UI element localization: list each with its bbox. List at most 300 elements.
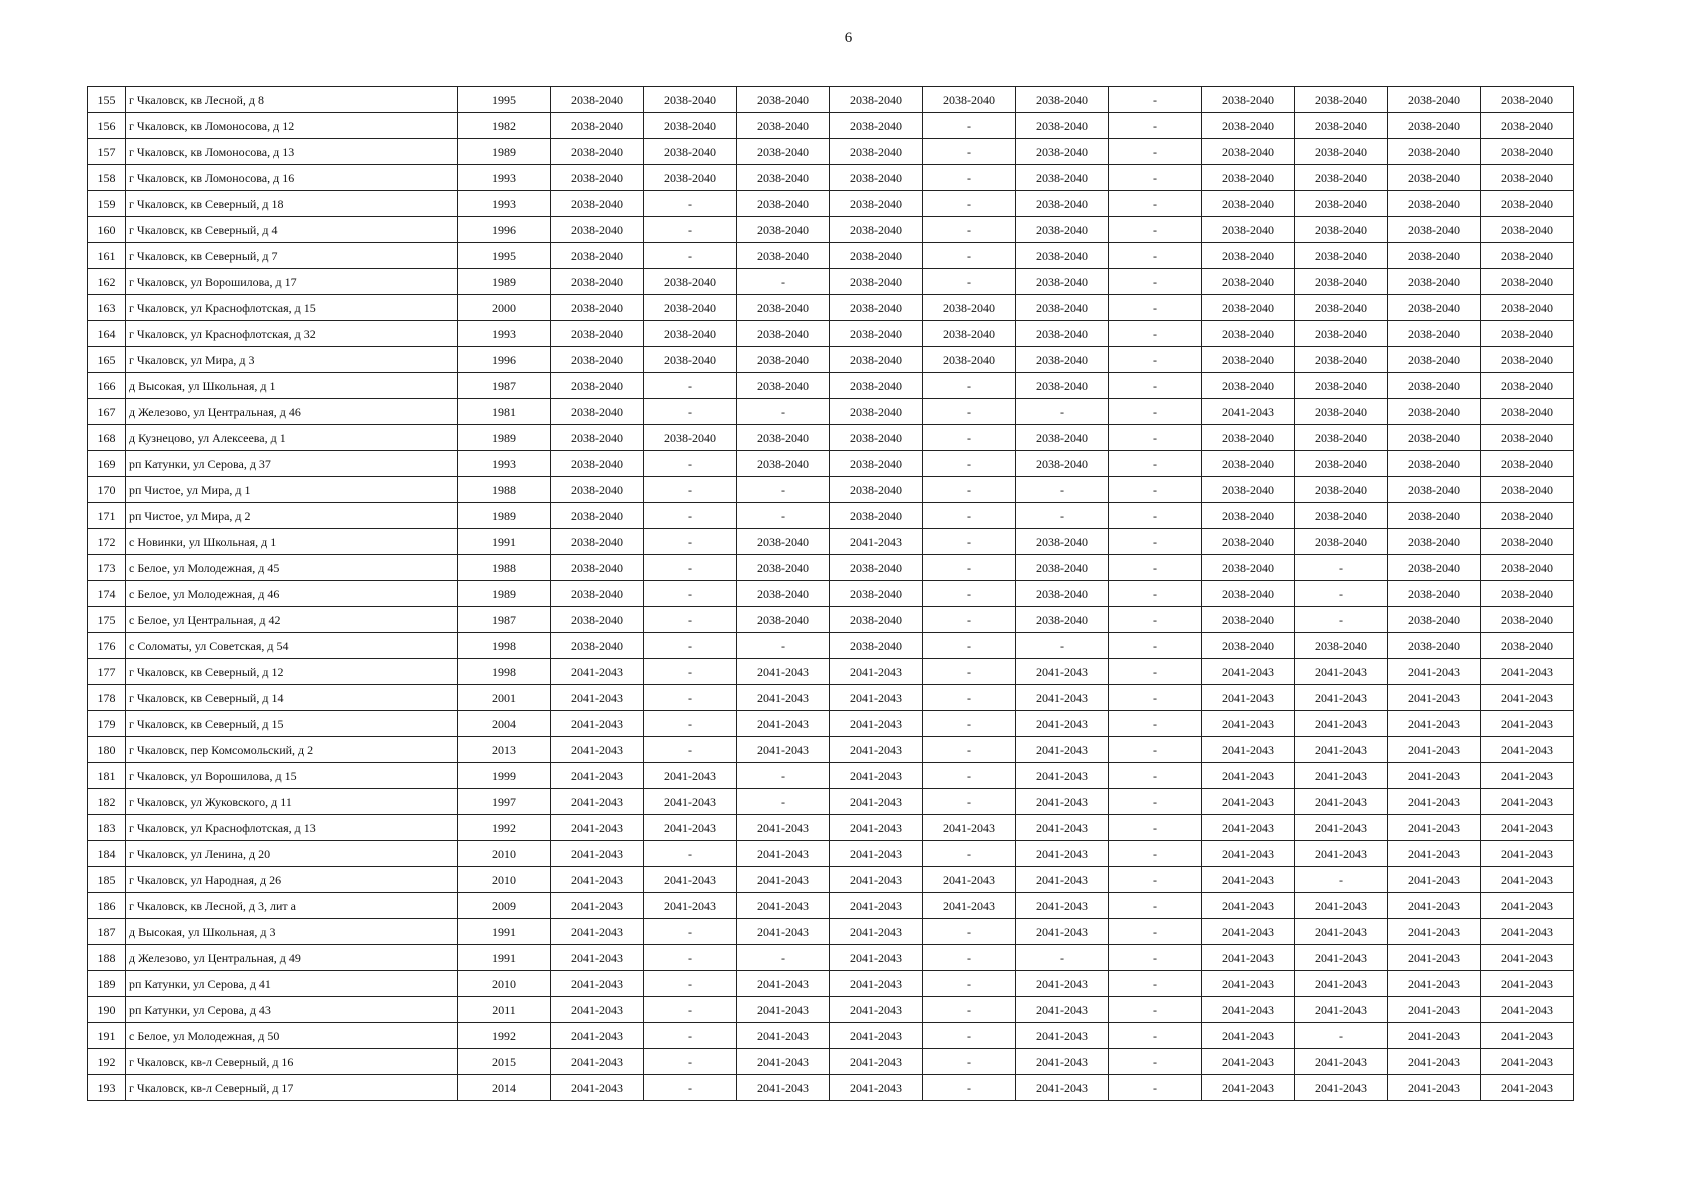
cell-period-col-1: 2041-2043 — [551, 737, 644, 763]
cell-period-col-8: 2041-2043 — [1202, 997, 1295, 1023]
cell-period-col-2: - — [644, 555, 737, 581]
cell-period-col-11: 2041-2043 — [1481, 1075, 1574, 1101]
cell-period-col-11: 2041-2043 — [1481, 867, 1574, 893]
cell-period-col-1: 2038-2040 — [551, 555, 644, 581]
cell-period-col-1: 2041-2043 — [551, 1023, 644, 1049]
cell-period-col-7: - — [1109, 165, 1202, 191]
cell-period-col-5: - — [923, 841, 1016, 867]
cell-period-col-8: 2038-2040 — [1202, 191, 1295, 217]
table-row — [88, 451, 1574, 477]
cell-period-col-3: 2041-2043 — [737, 685, 830, 711]
cell-period-col-10: 2041-2043 — [1388, 971, 1481, 997]
table-row — [88, 789, 1574, 815]
table-row — [88, 1075, 1574, 1101]
cell-period-col-1: 2038-2040 — [551, 633, 644, 659]
cell-row-number: 157 — [88, 139, 126, 165]
cell-period-col-11: 2038-2040 — [1481, 607, 1574, 633]
cell-period-col-6: 2041-2043 — [1016, 659, 1109, 685]
cell-period-col-2: - — [644, 633, 737, 659]
cell-period-col-3: - — [737, 763, 830, 789]
table-row — [88, 399, 1574, 425]
cell-period-col-4: 2038-2040 — [830, 373, 923, 399]
cell-period-col-11: 2041-2043 — [1481, 893, 1574, 919]
cell-period-col-2: 2038-2040 — [644, 269, 737, 295]
cell-period-col-3: - — [737, 945, 830, 971]
cell-period-col-8: 2041-2043 — [1202, 1023, 1295, 1049]
cell-period-col-1: 2038-2040 — [551, 347, 644, 373]
cell-period-col-1: 2041-2043 — [551, 971, 644, 997]
cell-period-col-5: - — [923, 633, 1016, 659]
cell-address: рп Катунки, ул Серова, д 41 — [126, 971, 458, 997]
cell-row-number: 192 — [88, 1049, 126, 1075]
cell-period-col-8: 2038-2040 — [1202, 269, 1295, 295]
cell-address: г Чкаловск, ул Краснофлотская, д 32 — [126, 321, 458, 347]
cell-period-col-10: 2041-2043 — [1388, 737, 1481, 763]
cell-period-col-9: 2038-2040 — [1295, 425, 1388, 451]
cell-period-col-3: 2041-2043 — [737, 997, 830, 1023]
cell-address: г Чкаловск, ул Краснофлотская, д 15 — [126, 295, 458, 321]
cell-period-col-4: 2041-2043 — [830, 737, 923, 763]
cell-period-col-3: 2041-2043 — [737, 893, 830, 919]
cell-period-col-4: 2038-2040 — [830, 425, 923, 451]
cell-period-col-7: - — [1109, 529, 1202, 555]
table-row — [88, 165, 1574, 191]
cell-period-col-11: 2038-2040 — [1481, 217, 1574, 243]
cell-period-col-7: - — [1109, 815, 1202, 841]
cell-period-col-9: 2038-2040 — [1295, 529, 1388, 555]
cell-period-col-2: 2041-2043 — [644, 815, 737, 841]
cell-period-col-8: 2038-2040 — [1202, 503, 1295, 529]
cell-period-col-7: - — [1109, 945, 1202, 971]
cell-period-col-6: 2038-2040 — [1016, 529, 1109, 555]
cell-row-number: 191 — [88, 1023, 126, 1049]
cell-period-col-2: - — [644, 373, 737, 399]
cell-period-col-3: 2038-2040 — [737, 87, 830, 113]
cell-period-col-7: - — [1109, 295, 1202, 321]
cell-period-col-11: 2041-2043 — [1481, 1049, 1574, 1075]
cell-period-col-1: 2038-2040 — [551, 269, 644, 295]
cell-address: г Чкаловск, ул Краснофлотская, д 13 — [126, 815, 458, 841]
cell-period-col-10: 2038-2040 — [1388, 555, 1481, 581]
cell-address: д Высокая, ул Школьная, д 3 — [126, 919, 458, 945]
cell-year-built: 1999 — [458, 763, 551, 789]
cell-period-col-8: 2041-2043 — [1202, 685, 1295, 711]
table-row — [88, 659, 1574, 685]
cell-period-col-4: 2038-2040 — [830, 243, 923, 269]
cell-period-col-7: - — [1109, 217, 1202, 243]
page-number: 6 — [844, 30, 853, 46]
cell-period-col-8: 2038-2040 — [1202, 321, 1295, 347]
cell-period-col-4: 2041-2043 — [830, 867, 923, 893]
cell-period-col-1: 2038-2040 — [551, 217, 644, 243]
cell-period-col-4: 2038-2040 — [830, 477, 923, 503]
cell-period-col-4: 2041-2043 — [830, 529, 923, 555]
cell-year-built: 1996 — [458, 347, 551, 373]
cell-period-col-5: - — [923, 503, 1016, 529]
cell-row-number: 162 — [88, 269, 126, 295]
cell-period-col-5: - — [923, 971, 1016, 997]
cell-period-col-1: 2041-2043 — [551, 789, 644, 815]
cell-period-col-10: 2038-2040 — [1388, 269, 1481, 295]
table-row — [88, 685, 1574, 711]
cell-period-col-3: - — [737, 477, 830, 503]
cell-period-col-4: 2041-2043 — [830, 815, 923, 841]
cell-address: г Чкаловск, кв Северный, д 15 — [126, 711, 458, 737]
cell-period-col-8: 2038-2040 — [1202, 451, 1295, 477]
cell-address: рп Катунки, ул Серова, д 37 — [126, 451, 458, 477]
table-row — [88, 737, 1574, 763]
cell-year-built: 2014 — [458, 1075, 551, 1101]
cell-period-col-2: 2038-2040 — [644, 87, 737, 113]
cell-period-col-4: 2038-2040 — [830, 607, 923, 633]
cell-period-col-5: - — [923, 139, 1016, 165]
cell-row-number: 193 — [88, 1075, 126, 1101]
cell-row-number: 164 — [88, 321, 126, 347]
cell-period-col-8: 2038-2040 — [1202, 555, 1295, 581]
cell-period-col-5: - — [923, 1049, 1016, 1075]
cell-period-col-9: 2041-2043 — [1295, 971, 1388, 997]
table-row — [88, 425, 1574, 451]
cell-period-col-4: 2041-2043 — [830, 919, 923, 945]
cell-address: с Новинки, ул Школьная, д 1 — [126, 529, 458, 555]
cell-period-col-11: 2038-2040 — [1481, 347, 1574, 373]
cell-address: г Чкаловск, кв Ломоносова, д 12 — [126, 113, 458, 139]
data-table — [87, 86, 1574, 1101]
cell-period-col-11: 2038-2040 — [1481, 477, 1574, 503]
cell-row-number: 167 — [88, 399, 126, 425]
cell-year-built: 1993 — [458, 321, 551, 347]
cell-period-col-9: 2041-2043 — [1295, 945, 1388, 971]
cell-row-number: 160 — [88, 217, 126, 243]
cell-period-col-11: 2038-2040 — [1481, 373, 1574, 399]
cell-period-col-2: - — [644, 529, 737, 555]
cell-period-col-3: 2038-2040 — [737, 191, 830, 217]
cell-year-built: 1992 — [458, 1023, 551, 1049]
cell-period-col-2: - — [644, 841, 737, 867]
cell-year-built: 1989 — [458, 425, 551, 451]
cell-period-col-4: 2041-2043 — [830, 763, 923, 789]
cell-address: с Соломаты, ул Советская, д 54 — [126, 633, 458, 659]
cell-year-built: 1987 — [458, 373, 551, 399]
cell-row-number: 189 — [88, 971, 126, 997]
cell-row-number: 165 — [88, 347, 126, 373]
cell-period-col-3: 2041-2043 — [737, 659, 830, 685]
cell-period-col-10: 2041-2043 — [1388, 893, 1481, 919]
cell-row-number: 182 — [88, 789, 126, 815]
table-row — [88, 945, 1574, 971]
cell-period-col-1: 2038-2040 — [551, 399, 644, 425]
cell-period-col-6: 2038-2040 — [1016, 243, 1109, 269]
cell-period-col-4: 2041-2043 — [830, 1023, 923, 1049]
cell-period-col-6: 2038-2040 — [1016, 269, 1109, 295]
cell-period-col-9: - — [1295, 581, 1388, 607]
table-row — [88, 139, 1574, 165]
cell-period-col-7: - — [1109, 399, 1202, 425]
cell-period-col-7: - — [1109, 841, 1202, 867]
cell-period-col-2: - — [644, 503, 737, 529]
cell-period-col-9: 2038-2040 — [1295, 503, 1388, 529]
cell-period-col-11: 2041-2043 — [1481, 841, 1574, 867]
cell-period-col-5: - — [923, 789, 1016, 815]
cell-period-col-8: 2041-2043 — [1202, 763, 1295, 789]
cell-period-col-4: 2038-2040 — [830, 451, 923, 477]
cell-address: с Белое, ул Молодежная, д 45 — [126, 555, 458, 581]
cell-year-built: 1989 — [458, 581, 551, 607]
cell-period-col-5: - — [923, 165, 1016, 191]
cell-address: д Железово, ул Центральная, д 46 — [126, 399, 458, 425]
cell-period-col-2: - — [644, 997, 737, 1023]
cell-period-col-10: 2038-2040 — [1388, 165, 1481, 191]
cell-period-col-6: 2041-2043 — [1016, 867, 1109, 893]
cell-period-col-6: 2038-2040 — [1016, 581, 1109, 607]
cell-period-col-6: 2041-2043 — [1016, 737, 1109, 763]
cell-year-built: 2001 — [458, 685, 551, 711]
cell-address: г Чкаловск, ул Ворошилова, д 17 — [126, 269, 458, 295]
cell-period-col-11: 2041-2043 — [1481, 971, 1574, 997]
table-row — [88, 841, 1574, 867]
cell-period-col-2: - — [644, 659, 737, 685]
cell-period-col-2: - — [644, 581, 737, 607]
cell-period-col-8: 2041-2043 — [1202, 711, 1295, 737]
cell-address: г Чкаловск, ул Ленина, д 20 — [126, 841, 458, 867]
cell-period-col-11: 2038-2040 — [1481, 269, 1574, 295]
cell-period-col-4: 2041-2043 — [830, 893, 923, 919]
cell-period-col-2: - — [644, 1049, 737, 1075]
cell-period-col-5: - — [923, 997, 1016, 1023]
cell-period-col-6: 2041-2043 — [1016, 1049, 1109, 1075]
cell-period-col-10: 2038-2040 — [1388, 321, 1481, 347]
cell-period-col-10: 2041-2043 — [1388, 711, 1481, 737]
cell-period-col-9: 2038-2040 — [1295, 165, 1388, 191]
cell-period-col-1: 2038-2040 — [551, 451, 644, 477]
cell-address: рп Чистое, ул Мира, д 1 — [126, 477, 458, 503]
cell-address: д Кузнецово, ул Алексеева, д 1 — [126, 425, 458, 451]
cell-year-built: 2015 — [458, 1049, 551, 1075]
cell-period-col-6: 2041-2043 — [1016, 841, 1109, 867]
cell-address: г Чкаловск, пер Комсомольский, д 2 — [126, 737, 458, 763]
table-row — [88, 893, 1574, 919]
table-row — [88, 87, 1574, 113]
cell-period-col-1: 2038-2040 — [551, 321, 644, 347]
cell-year-built: 1992 — [458, 815, 551, 841]
cell-period-col-10: 2038-2040 — [1388, 607, 1481, 633]
cell-period-col-5: 2038-2040 — [923, 347, 1016, 373]
cell-period-col-8: 2041-2043 — [1202, 737, 1295, 763]
cell-period-col-7: - — [1109, 867, 1202, 893]
table-row — [88, 711, 1574, 737]
cell-period-col-6: 2038-2040 — [1016, 295, 1109, 321]
cell-period-col-4: 2041-2043 — [830, 1075, 923, 1101]
cell-period-col-3: 2038-2040 — [737, 425, 830, 451]
table-row — [88, 867, 1574, 893]
cell-address: г Чкаловск, кв-л Северный, д 17 — [126, 1075, 458, 1101]
cell-row-number: 184 — [88, 841, 126, 867]
cell-period-col-10: 2038-2040 — [1388, 633, 1481, 659]
cell-period-col-2: 2038-2040 — [644, 139, 737, 165]
cell-period-col-5: - — [923, 763, 1016, 789]
cell-period-col-10: 2038-2040 — [1388, 425, 1481, 451]
cell-period-col-6: 2038-2040 — [1016, 191, 1109, 217]
cell-period-col-10: 2038-2040 — [1388, 139, 1481, 165]
cell-year-built: 1995 — [458, 87, 551, 113]
cell-period-col-7: - — [1109, 1023, 1202, 1049]
cell-year-built: 1981 — [458, 399, 551, 425]
cell-period-col-6: - — [1016, 477, 1109, 503]
cell-period-col-4: 2038-2040 — [830, 581, 923, 607]
cell-period-col-3: 2041-2043 — [737, 1023, 830, 1049]
cell-period-col-6: 2038-2040 — [1016, 165, 1109, 191]
cell-row-number: 174 — [88, 581, 126, 607]
cell-period-col-10: 2041-2043 — [1388, 997, 1481, 1023]
cell-period-col-5: - — [923, 659, 1016, 685]
cell-period-col-5: - — [923, 1075, 1016, 1101]
cell-period-col-4: 2041-2043 — [830, 659, 923, 685]
cell-period-col-1: 2038-2040 — [551, 295, 644, 321]
cell-period-col-6: 2038-2040 — [1016, 555, 1109, 581]
cell-period-col-10: 2041-2043 — [1388, 815, 1481, 841]
cell-period-col-5: - — [923, 243, 1016, 269]
cell-period-col-8: 2038-2040 — [1202, 243, 1295, 269]
cell-period-col-9: 2041-2043 — [1295, 1075, 1388, 1101]
cell-period-col-9: 2038-2040 — [1295, 191, 1388, 217]
table-row — [88, 217, 1574, 243]
cell-year-built: 2011 — [458, 997, 551, 1023]
cell-period-col-10: 2041-2043 — [1388, 945, 1481, 971]
cell-period-col-7: - — [1109, 503, 1202, 529]
cell-period-col-9: 2038-2040 — [1295, 347, 1388, 373]
cell-row-number: 155 — [88, 87, 126, 113]
cell-period-col-2: - — [644, 191, 737, 217]
cell-row-number: 179 — [88, 711, 126, 737]
cell-period-col-9: 2041-2043 — [1295, 737, 1388, 763]
cell-period-col-9: 2038-2040 — [1295, 243, 1388, 269]
cell-period-col-9: - — [1295, 607, 1388, 633]
cell-period-col-1: 2038-2040 — [551, 607, 644, 633]
cell-period-col-4: 2038-2040 — [830, 399, 923, 425]
cell-period-col-9: - — [1295, 867, 1388, 893]
cell-period-col-1: 2038-2040 — [551, 529, 644, 555]
cell-period-col-1: 2041-2043 — [551, 997, 644, 1023]
cell-period-col-4: 2038-2040 — [830, 633, 923, 659]
cell-period-col-10: 2038-2040 — [1388, 477, 1481, 503]
cell-period-col-6: - — [1016, 399, 1109, 425]
cell-period-col-5: - — [923, 269, 1016, 295]
cell-year-built: 2004 — [458, 711, 551, 737]
cell-period-col-8: 2041-2043 — [1202, 841, 1295, 867]
table-row — [88, 997, 1574, 1023]
cell-period-col-8: 2038-2040 — [1202, 217, 1295, 243]
cell-period-col-6: 2041-2043 — [1016, 815, 1109, 841]
cell-period-col-3: 2041-2043 — [737, 867, 830, 893]
cell-period-col-7: - — [1109, 633, 1202, 659]
cell-period-col-8: 2038-2040 — [1202, 347, 1295, 373]
cell-period-col-8: 2041-2043 — [1202, 971, 1295, 997]
cell-period-col-6: 2041-2043 — [1016, 1075, 1109, 1101]
cell-period-col-7: - — [1109, 737, 1202, 763]
cell-period-col-7: - — [1109, 113, 1202, 139]
cell-period-col-2: - — [644, 1075, 737, 1101]
cell-period-col-5: - — [923, 113, 1016, 139]
cell-period-col-5: - — [923, 1023, 1016, 1049]
cell-period-col-5: - — [923, 711, 1016, 737]
cell-period-col-2: 2038-2040 — [644, 425, 737, 451]
cell-period-col-9: 2041-2043 — [1295, 763, 1388, 789]
cell-period-col-7: - — [1109, 919, 1202, 945]
table-row — [88, 555, 1574, 581]
cell-period-col-7: - — [1109, 971, 1202, 997]
cell-row-number: 178 — [88, 685, 126, 711]
cell-period-col-10: 2038-2040 — [1388, 191, 1481, 217]
cell-period-col-11: 2038-2040 — [1481, 191, 1574, 217]
cell-year-built: 1989 — [458, 139, 551, 165]
cell-period-col-6: 2038-2040 — [1016, 607, 1109, 633]
cell-address: г Чкаловск, ул Народная, д 26 — [126, 867, 458, 893]
cell-period-col-8: 2041-2043 — [1202, 1049, 1295, 1075]
cell-period-col-3: 2041-2043 — [737, 1049, 830, 1075]
cell-period-col-10: 2041-2043 — [1388, 1075, 1481, 1101]
cell-period-col-4: 2038-2040 — [830, 217, 923, 243]
table-row — [88, 321, 1574, 347]
cell-row-number: 177 — [88, 659, 126, 685]
cell-period-col-7: - — [1109, 321, 1202, 347]
cell-period-col-5: - — [923, 919, 1016, 945]
cell-period-col-6: 2041-2043 — [1016, 893, 1109, 919]
cell-period-col-9: 2038-2040 — [1295, 295, 1388, 321]
table-row — [88, 373, 1574, 399]
cell-period-col-1: 2041-2043 — [551, 685, 644, 711]
cell-period-col-5: - — [923, 217, 1016, 243]
cell-period-col-2: - — [644, 737, 737, 763]
cell-period-col-8: 2041-2043 — [1202, 1075, 1295, 1101]
cell-period-col-10: 2038-2040 — [1388, 87, 1481, 113]
cell-period-col-6: 2041-2043 — [1016, 971, 1109, 997]
cell-year-built: 2010 — [458, 867, 551, 893]
cell-row-number: 159 — [88, 191, 126, 217]
cell-period-col-4: 2041-2043 — [830, 997, 923, 1023]
cell-period-col-2: - — [644, 243, 737, 269]
cell-period-col-2: 2038-2040 — [644, 347, 737, 373]
cell-period-col-11: 2041-2043 — [1481, 763, 1574, 789]
cell-period-col-1: 2038-2040 — [551, 113, 644, 139]
cell-period-col-2: - — [644, 399, 737, 425]
cell-period-col-6: 2038-2040 — [1016, 373, 1109, 399]
cell-period-col-7: - — [1109, 711, 1202, 737]
cell-period-col-9: 2038-2040 — [1295, 269, 1388, 295]
cell-period-col-1: 2041-2043 — [551, 763, 644, 789]
cell-period-col-9: 2041-2043 — [1295, 685, 1388, 711]
table-row — [88, 477, 1574, 503]
cell-period-col-6: 2041-2043 — [1016, 1023, 1109, 1049]
cell-period-col-8: 2041-2043 — [1202, 945, 1295, 971]
table-row — [88, 919, 1574, 945]
table-row — [88, 763, 1574, 789]
cell-period-col-3: 2041-2043 — [737, 737, 830, 763]
cell-period-col-11: 2038-2040 — [1481, 139, 1574, 165]
cell-period-col-1: 2041-2043 — [551, 711, 644, 737]
cell-period-col-8: 2041-2043 — [1202, 893, 1295, 919]
cell-period-col-6: 2038-2040 — [1016, 321, 1109, 347]
cell-period-col-7: - — [1109, 555, 1202, 581]
cell-period-col-1: 2041-2043 — [551, 945, 644, 971]
cell-year-built: 1991 — [458, 945, 551, 971]
cell-period-col-8: 2038-2040 — [1202, 425, 1295, 451]
cell-row-number: 190 — [88, 997, 126, 1023]
cell-period-col-6: 2041-2043 — [1016, 711, 1109, 737]
cell-period-col-9: 2041-2043 — [1295, 659, 1388, 685]
cell-period-col-7: - — [1109, 477, 1202, 503]
cell-period-col-10: 2041-2043 — [1388, 789, 1481, 815]
cell-row-number: 187 — [88, 919, 126, 945]
